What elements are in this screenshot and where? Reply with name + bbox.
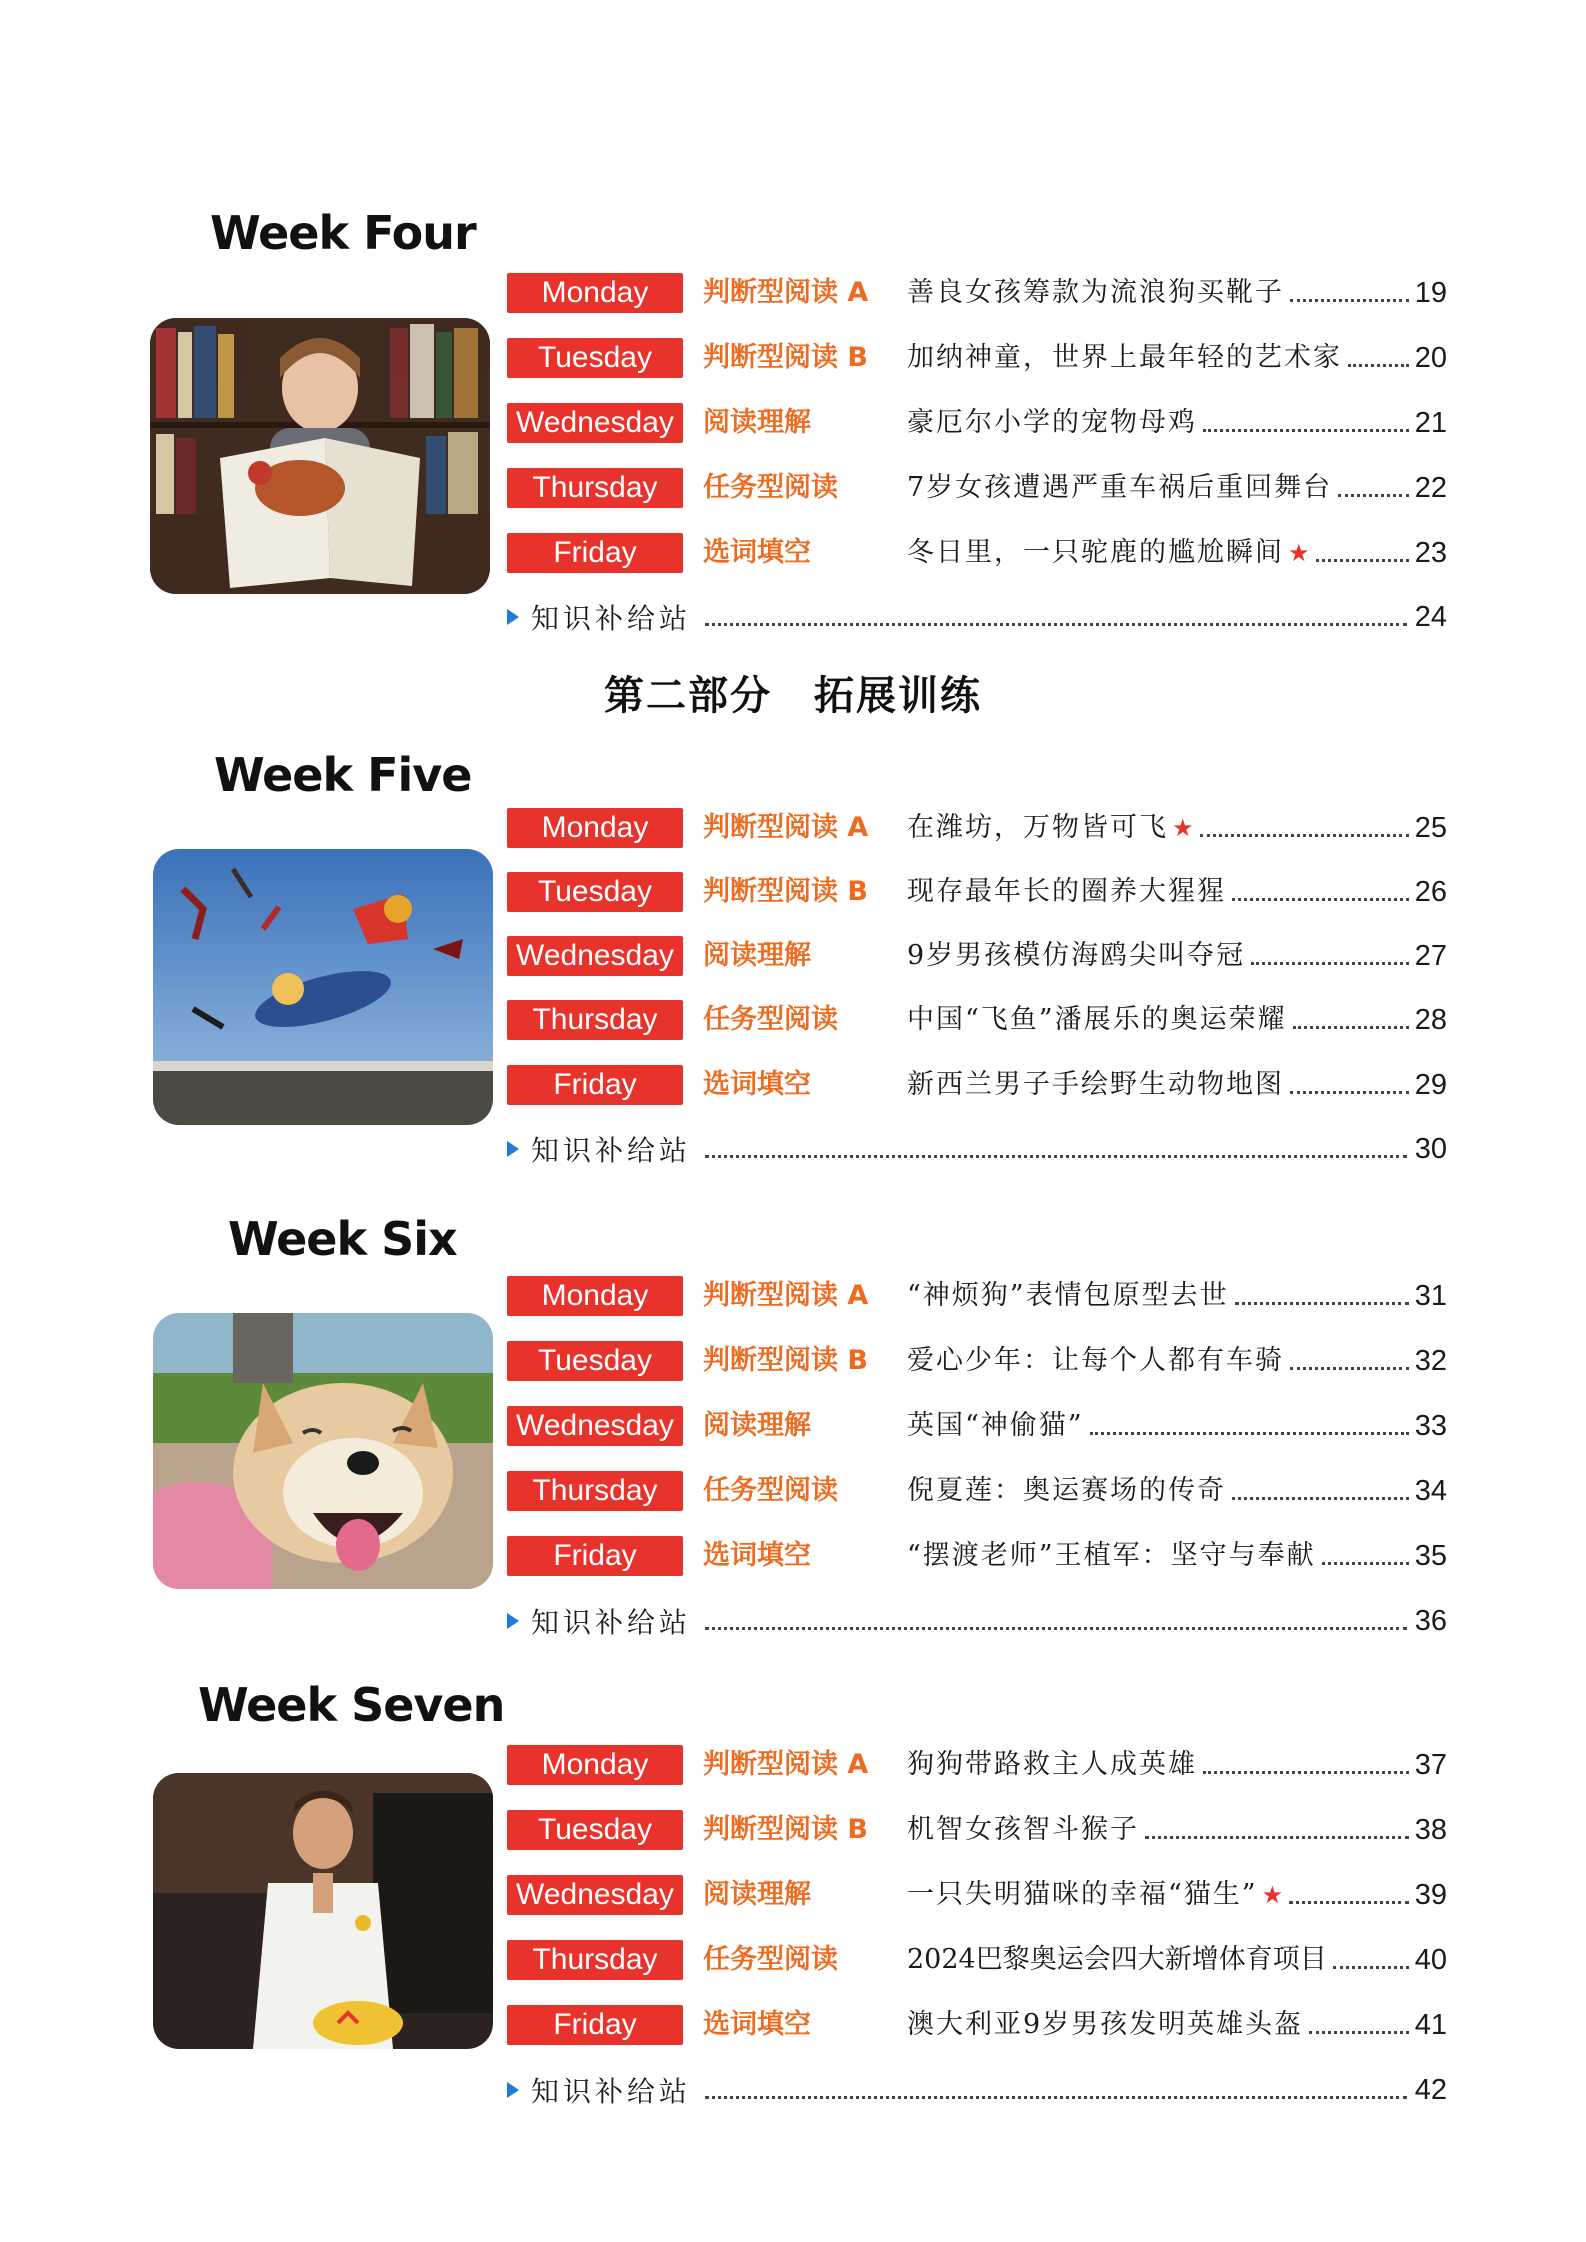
entry-type: 判断型阅读 A <box>703 277 869 308</box>
bullet-triangle-icon <box>507 1141 519 1157</box>
entry-row[interactable] <box>507 1406 1447 1452</box>
entry-title-text: 在潍坊，万物皆可飞 <box>907 812 1168 843</box>
entry-title <box>907 808 1447 848</box>
entry-type: 判断型阅读 B <box>703 876 868 907</box>
entry-title-text: 英国“神偷猫” <box>907 1410 1084 1441</box>
entry-title <box>907 1000 1447 1040</box>
entry-title-text: 倪夏莲：奥运赛场的传奇 <box>907 1475 1226 1506</box>
page-number: 21 <box>1414 407 1447 439</box>
entry-type: 判断型阅读 B <box>703 1814 868 1845</box>
dot-leader <box>1338 494 1409 497</box>
entry-title-text: 爱心少年：让每个人都有车骑 <box>907 1345 1284 1376</box>
entry-title-text: “神烦狗”表情包原型去世 <box>907 1280 1229 1311</box>
entry-title-text: 一只失明猫咪的幸福“猫生” <box>907 1879 1258 1910</box>
day-badge: Thursday <box>507 1000 683 1040</box>
day-badge: Tuesday <box>507 872 683 912</box>
entry-row[interactable] <box>507 936 1447 982</box>
week-title: Week Six <box>228 1212 457 1266</box>
page-number: 37 <box>1414 1749 1447 1781</box>
entry-type: 选词填空 <box>703 1540 811 1571</box>
day-badge: Friday <box>507 1536 683 1576</box>
week-title: Week Four <box>210 206 476 260</box>
page-number: 27 <box>1414 940 1447 972</box>
page-number: 20 <box>1414 342 1447 374</box>
entry-title-text: 豪厄尔小学的宠物母鸡 <box>907 407 1197 438</box>
page-number: 42 <box>1414 2073 1447 2106</box>
entry-type: 判断型阅读 A <box>703 812 869 843</box>
day-badge: Monday <box>507 1276 683 1316</box>
entry-title <box>907 1406 1447 1446</box>
entry-type: 任务型阅读 <box>703 1944 838 1975</box>
dog-icon <box>153 1313 493 1589</box>
dot-leader <box>1309 2031 1409 2034</box>
entry-row[interactable] <box>507 1341 1447 1387</box>
dot-leader <box>1090 1432 1409 1435</box>
entry-title <box>907 872 1447 912</box>
dot-leader <box>1293 1026 1409 1029</box>
day-badge: Thursday <box>507 1471 683 1511</box>
entry-title <box>907 533 1447 573</box>
day-badge: Thursday <box>507 468 683 508</box>
dot-leader <box>705 2096 1407 2099</box>
entry-title-text: 中国“飞鱼”潘展乐的奥运荣耀 <box>907 1004 1287 1035</box>
entry-row[interactable] <box>507 2005 1447 2051</box>
dot-leader <box>1322 1562 1409 1565</box>
entry-row[interactable] <box>507 1745 1447 1791</box>
dot-leader <box>1290 1091 1409 1094</box>
entry-title <box>907 1536 1447 1576</box>
entry-title <box>907 338 1447 378</box>
entry-title <box>907 1065 1447 1105</box>
star-icon: ★ <box>1288 539 1310 567</box>
entry-row[interactable] <box>507 403 1447 449</box>
dot-leader <box>1232 1497 1409 1500</box>
day-badge: Monday <box>507 1745 683 1785</box>
entry-title-text: 善良女孩筹款为流浪狗买靴子 <box>907 277 1284 308</box>
entry-title <box>907 1276 1447 1316</box>
entry-row[interactable] <box>507 273 1447 319</box>
entry-row[interactable] <box>507 338 1447 384</box>
entry-title-text: 狗狗带路救主人成英雄 <box>907 1749 1197 1780</box>
entry-row[interactable] <box>507 533 1447 579</box>
dot-leader <box>1289 1901 1409 1904</box>
page-number: 26 <box>1414 876 1447 908</box>
day-badge: Friday <box>507 533 683 573</box>
entry-type: 判断型阅读 A <box>703 1280 869 1311</box>
page-number: 33 <box>1414 1410 1447 1442</box>
supplement-row[interactable] <box>507 597 1447 637</box>
entry-row[interactable] <box>507 1065 1447 1111</box>
supplement-label: 知识补给站 <box>531 2075 692 2108</box>
entry-title <box>907 1875 1447 1915</box>
page-number: 34 <box>1414 1475 1447 1507</box>
page-number: 31 <box>1414 1280 1447 1312</box>
entry-row[interactable] <box>507 1000 1447 1046</box>
day-badge: Wednesday <box>507 403 683 443</box>
entry-title-text: 加纳神童，世界上最年轻的艺术家 <box>907 342 1342 373</box>
dot-leader <box>1200 834 1409 837</box>
page-number: 28 <box>1414 1004 1447 1036</box>
entry-type: 任务型阅读 <box>703 1475 838 1506</box>
entry-row[interactable] <box>507 1536 1447 1582</box>
entry-type: 阅读理解 <box>703 1410 811 1441</box>
dot-leader <box>1232 898 1409 901</box>
page-number: 25 <box>1414 812 1447 844</box>
dot-leader <box>1348 364 1409 367</box>
entry-title <box>907 2005 1447 2045</box>
supplement-label: 知识补给站 <box>531 1606 692 1639</box>
entry-title-text: 2024巴黎奥运会四大新增体育项目 <box>907 1944 1327 1975</box>
bullet-triangle-icon <box>507 1613 519 1629</box>
day-badge: Wednesday <box>507 936 683 976</box>
dot-leader <box>1203 429 1409 432</box>
week-title: Week Seven <box>198 1678 505 1732</box>
day-badge: Monday <box>507 273 683 313</box>
entry-type: 判断型阅读 A <box>703 1749 869 1780</box>
entry-title <box>907 1341 1447 1381</box>
day-badge: Friday <box>507 1065 683 1105</box>
entry-type: 任务型阅读 <box>703 472 838 503</box>
page-number: 19 <box>1414 277 1447 309</box>
dot-leader <box>705 1155 1407 1158</box>
day-badge: Wednesday <box>507 1875 683 1915</box>
supplement-row[interactable] <box>507 2070 1447 2110</box>
supplement-label: 知识补给站 <box>531 602 692 635</box>
entry-title <box>907 1471 1447 1511</box>
entry-type: 任务型阅读 <box>703 1004 838 1035</box>
entry-row[interactable] <box>507 1940 1447 1986</box>
entry-title <box>907 468 1447 508</box>
entry-type: 判断型阅读 B <box>703 1345 868 1376</box>
dot-leader <box>1290 1367 1409 1370</box>
entry-title <box>907 1810 1447 1850</box>
entry-type: 阅读理解 <box>703 940 811 971</box>
week-title: Week Five <box>214 748 472 802</box>
page-number: 35 <box>1414 1540 1447 1572</box>
entry-type: 选词填空 <box>703 1069 811 1100</box>
girl-reading-icon <box>150 318 490 594</box>
dot-leader <box>1290 299 1409 302</box>
dot-leader <box>705 623 1407 626</box>
entry-row[interactable] <box>507 1875 1447 1921</box>
entry-row[interactable] <box>507 468 1447 514</box>
page-number: 32 <box>1414 1345 1447 1377</box>
day-badge: Tuesday <box>507 338 683 378</box>
bullet-triangle-icon <box>507 2082 519 2098</box>
page-number: 36 <box>1414 1604 1447 1637</box>
entry-title-text: 澳大利亚9岁男孩发明英雄头盔 <box>907 2009 1304 2040</box>
page-number: 41 <box>1414 2009 1447 2041</box>
entry-title-text: 新西兰男子手绘野生动物地图 <box>907 1069 1284 1100</box>
entry-title-text: 现存最年长的圈养大猩猩 <box>907 876 1226 907</box>
supplement-label: 知识补给站 <box>531 1134 692 1167</box>
supplement-row[interactable] <box>507 1129 1447 1169</box>
page-number: 22 <box>1414 472 1447 504</box>
entry-row[interactable] <box>507 1810 1447 1856</box>
day-badge: Thursday <box>507 1940 683 1980</box>
dot-leader <box>705 1627 1407 1630</box>
page-number: 24 <box>1414 600 1447 633</box>
entry-type: 选词填空 <box>703 2009 811 2040</box>
day-badge: Wednesday <box>507 1406 683 1446</box>
section-heading: 第二部分 拓展训练 <box>604 673 982 719</box>
entry-title <box>907 273 1447 313</box>
dot-leader <box>1316 559 1409 562</box>
entry-type: 判断型阅读 B <box>703 342 868 373</box>
page-number: 38 <box>1414 1814 1447 1846</box>
page-number: 30 <box>1414 1132 1447 1165</box>
entry-type: 阅读理解 <box>703 407 811 438</box>
star-icon: ★ <box>1261 1881 1284 1909</box>
entry-title-text: 9岁男孩模仿海鸥尖叫夺冠 <box>907 940 1246 971</box>
dot-leader <box>1145 1836 1409 1839</box>
page-number: 23 <box>1414 537 1447 569</box>
entry-title <box>907 1745 1447 1785</box>
entry-title <box>907 403 1447 443</box>
entry-title-text: 7岁女孩遭遇严重车祸后重回舞台 <box>907 472 1333 503</box>
kites-icon <box>153 849 493 1125</box>
dot-leader <box>1235 1302 1409 1305</box>
entry-title <box>907 1940 1447 1980</box>
entry-row[interactable] <box>507 872 1447 918</box>
page-number: 40 <box>1414 1944 1447 1976</box>
dot-leader <box>1333 1966 1409 1969</box>
dot-leader <box>1203 1771 1409 1774</box>
day-badge: Tuesday <box>507 1810 683 1850</box>
supplement-row[interactable] <box>507 1601 1447 1641</box>
day-badge: Friday <box>507 2005 683 2045</box>
entry-type: 阅读理解 <box>703 1879 811 1910</box>
entry-title-text: 冬日里，一只驼鹿的尴尬瞬间 <box>907 537 1284 568</box>
entry-row[interactable] <box>507 1276 1447 1322</box>
entry-title-text: 机智女孩智斗猴子 <box>907 1814 1139 1845</box>
entry-title <box>907 936 1447 976</box>
page-number: 29 <box>1414 1069 1447 1101</box>
entry-row[interactable] <box>507 808 1447 854</box>
bullet-triangle-icon <box>507 609 519 625</box>
day-badge: Tuesday <box>507 1341 683 1381</box>
star-icon: ★ <box>1172 814 1194 842</box>
entry-title-text: “摆渡老师”王植军：坚守与奉献 <box>907 1540 1316 1571</box>
entry-type: 选词填空 <box>703 537 811 568</box>
dot-leader <box>1251 962 1409 965</box>
boy-lab-coat-icon <box>153 1773 493 2049</box>
day-badge: Monday <box>507 808 683 848</box>
entry-row[interactable] <box>507 1471 1447 1517</box>
page-number: 39 <box>1414 1879 1447 1911</box>
